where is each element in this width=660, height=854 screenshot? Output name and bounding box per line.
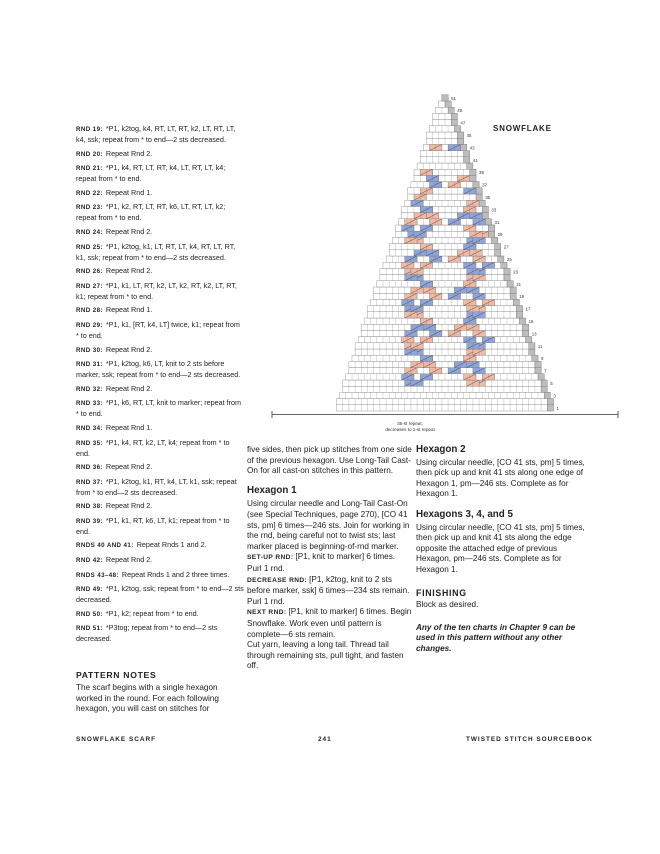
chart-row-number: 7 — [544, 368, 547, 374]
chart-edge-cell — [457, 138, 463, 144]
pattern-notes-text: The scarf begins with a single hexagon worked in the round. For each following hexagon, you will cast on stitches for — [76, 683, 219, 714]
round-label: RND 33: — [76, 400, 103, 408]
round-label: RND 35: — [76, 439, 103, 447]
chart-row-number: 9 — [541, 356, 544, 362]
chart-edge-cell — [461, 144, 467, 150]
pattern-notes-heading: PATTERN NOTES — [76, 670, 157, 680]
round-instruction — [76, 501, 244, 512]
intro-text: five sides, then pick up stitches from one side of the previous hexagon. Use Long-Tail Cast-On for all cast-on stitches in this pattern. — [247, 445, 412, 476]
round-text: *P1, k1, LT, RT, k2, LT, k2, RT, k2, LT, RT, k1; repeat from * to end. — [76, 280, 237, 301]
round-label: RND 31: — [76, 361, 103, 369]
repeat-label-1: 35-st repeat; — [397, 421, 423, 426]
chart-row-number: 19 — [519, 294, 525, 300]
round-label: RND 27: — [76, 282, 103, 290]
chart-row-number: 39 — [479, 170, 484, 176]
chart-row-number: 49 — [457, 108, 463, 114]
chart-edge-cell — [454, 126, 460, 132]
chart-edge-cell — [467, 163, 473, 169]
chart-edge-cell — [535, 368, 541, 374]
round-label: RND 49: — [76, 586, 103, 594]
purl-round-2: Purl 1 rnd. — [247, 596, 285, 606]
chart-edge-cell — [529, 349, 535, 355]
chart-row-number: 27 — [503, 244, 509, 250]
right-column — [416, 445, 586, 655]
round-instruction — [76, 570, 244, 581]
round-text: *P1, k4, RT, LT, RT, k4, LT, RT, LT, k4; repeat from * to end. — [76, 163, 226, 184]
hexagon-1-text: Using circular needle and Long-Tail Cast-On (see Special Techniques, page 270), [CO 41 sts, pm] 6 times—246 sts. Join for working in the rnd, being careful not to twist sts; last marker placed is beginning-of-rnd marker. — [247, 499, 410, 551]
chart-edge-cell — [464, 151, 470, 157]
chart-edge-cell — [464, 157, 470, 163]
chart-edge-cell — [510, 293, 516, 299]
round-label: RND 37: — [76, 478, 103, 486]
chart-edge-cell — [544, 392, 550, 398]
chart-row — [343, 380, 548, 386]
chart-edge-cell — [482, 213, 488, 219]
round-label: RND 24: — [76, 228, 103, 236]
chart-row-number: 17 — [525, 306, 531, 312]
round-label: RND 28: — [76, 307, 103, 315]
round-text: Repeat Rnd 1. — [105, 305, 153, 315]
hexagon-1-heading: Hexagon 1 — [247, 484, 297, 496]
round-text: Repeat Rnd 2. — [105, 344, 153, 354]
chart-row — [355, 349, 535, 355]
round-text: *P1, k2tog, k1, LT, RT, LT, k4, RT, LT, RT, k1, ssk; repeat from * to end—2 sts decreased. — [76, 241, 236, 262]
round-label: RND 51: — [76, 625, 103, 633]
round-instruction — [76, 462, 244, 473]
chart-row-number: 41 — [472, 157, 478, 163]
round-text: Repeat Rnd 2. — [105, 148, 153, 158]
repeat-label-2: decreases to 1-st repeat — [385, 427, 435, 432]
chart-row — [361, 330, 528, 336]
chart-edge-cell — [547, 405, 553, 411]
chart-title: SNOWFLAKE — [493, 124, 552, 133]
round-instruction — [76, 623, 244, 644]
chart-edge-cell — [504, 275, 510, 281]
finishing-heading: FINISHING — [416, 587, 467, 598]
round-text: *P1, k2tog, k6, LT, knit to 2 sts before marker, ssk; repeat from * to end—2 sts decreased. — [76, 359, 241, 380]
chart-edge-cell — [488, 225, 494, 231]
round-label: RND 50: — [76, 610, 103, 618]
round-label: RND 21: — [76, 165, 103, 173]
round-text: Repeat Rnd 2. — [105, 555, 153, 565]
round-label: RND 29: — [76, 321, 103, 329]
chart-edge-cell — [529, 343, 535, 349]
chart-row-number: 5 — [550, 380, 553, 386]
chart-row — [374, 287, 517, 293]
chart-edge-cell — [541, 380, 547, 386]
chart-row — [355, 343, 535, 349]
round-instruction — [76, 516, 244, 537]
round-text: Repeat Rnds 1 and 2 three times. — [121, 569, 230, 579]
chart-row-number: 35 — [485, 194, 491, 200]
round-label: RND 19: — [76, 126, 103, 133]
setup-label: SET-UP RND: — [247, 554, 294, 562]
round-label: RND 26: — [76, 268, 103, 276]
round-text: Repeat Rnd 1. — [105, 422, 153, 432]
chart-row-number: 47 — [460, 120, 466, 126]
round-text: *P1, k2tog, ssk; repeat from * to end—2 sts decreased. — [76, 584, 244, 605]
chart-row — [411, 182, 479, 188]
chart-edge-cell — [476, 194, 482, 200]
round-text: *P1, k4, RT, k2, LT, k4; repeat from * to end. — [76, 437, 230, 458]
page-number: 241 — [318, 736, 332, 743]
chart-row-number: 37 — [482, 182, 487, 188]
chart-edge-cell — [495, 250, 501, 256]
round-label: RNDS 40 AND 41: — [76, 542, 134, 550]
chart-edge-cell — [498, 256, 504, 262]
chart-row — [337, 399, 554, 405]
chart-edge-cell — [473, 182, 479, 188]
chart-edge-cell — [541, 386, 547, 392]
round-text: Repeat Rnds 1 and 2. — [136, 540, 207, 550]
chart-row-number: 33 — [491, 207, 497, 213]
chart-edge-cell — [510, 287, 516, 293]
chart-row-number: 43 — [469, 145, 475, 151]
setup-round — [247, 552, 412, 564]
chart-row-number: 1 — [556, 405, 559, 411]
chart-edge-cell — [519, 318, 525, 324]
round-text: *P1, k1, [RT, k4, LT] twice, k1; repeat from * to end. — [76, 319, 240, 340]
chart-row-number: 31 — [494, 219, 500, 225]
purl-round-1: Purl 1 rnd. — [247, 563, 285, 573]
round-text: Repeat Rnd 1. — [105, 187, 153, 197]
round-label: RND 36: — [76, 464, 103, 472]
middle-column — [247, 445, 412, 672]
chart-row — [349, 368, 541, 374]
footer-title: SNOWFLAKE SCARF — [76, 736, 156, 743]
chart-row — [386, 256, 504, 262]
round-instruction — [76, 540, 244, 551]
chart-row — [343, 386, 548, 392]
chart-row — [368, 306, 523, 312]
round-text: *P1, k2, RT, LT, RT, k6, LT, RT, LT, k2; repeat from * to end. — [76, 202, 226, 223]
round-label: RND 20: — [76, 150, 103, 158]
chart-row-number: 51 — [451, 95, 456, 101]
chart-edge-cell — [442, 95, 448, 101]
chart-edge-cell — [457, 132, 463, 138]
round-instruction — [76, 555, 244, 566]
round-label: RND 25: — [76, 243, 103, 251]
round-text: Repeat Rnd 2. — [105, 383, 153, 393]
chart-row-number: 23 — [513, 269, 518, 275]
chart-row — [417, 163, 473, 169]
round-instruction — [76, 438, 244, 459]
round-text: Repeat Rnd 2. — [105, 266, 153, 276]
chart-edge-cell — [482, 206, 488, 212]
chart-edge-cell — [485, 219, 491, 225]
round-label: RND 38: — [76, 503, 103, 511]
chart-edge-cell — [516, 312, 522, 318]
chart-edge-cell — [547, 399, 553, 405]
round-label: RND 39: — [76, 517, 103, 525]
round-text: Repeat Rnd 2. — [105, 462, 153, 472]
hexagons-345-heading: Hexagons 3, 4, and 5 — [416, 508, 513, 520]
chart-edge-cell — [523, 324, 529, 330]
snowflake-chart — [200, 85, 630, 435]
round-text: *P1, k2tog, k1, RT, k4, LT, k1, ssk; repeat from * to end—2 sts decreased. — [76, 476, 237, 497]
hexagons-345-text: Using circular needle, [CO 41 sts, pm] 5 times, then pick up and knit 41 sts along the edge opposite the attached edge of previous Hexagon, pm—246 sts. Complete as for Hexagon 1. — [416, 522, 585, 574]
chart-edge-cell — [538, 374, 544, 380]
round-text: *P3tog; repeat from * to end—2 sts decreased. — [76, 623, 218, 644]
round-label: RND 32: — [76, 385, 103, 393]
round-label: RNDS 43–48: — [76, 571, 119, 579]
round-text: Repeat Rnd 2. — [105, 501, 153, 511]
chart-row — [374, 293, 517, 299]
chart-edge-cell — [504, 268, 510, 274]
chart-edge-cell — [448, 107, 454, 113]
chart-edge-cell — [535, 361, 541, 367]
chart-row-number: 25 — [506, 256, 512, 262]
chart-edge-cell — [476, 188, 482, 194]
chart-row-number: 11 — [537, 343, 543, 349]
chart-edge-cell — [451, 120, 457, 126]
round-instruction — [76, 584, 244, 605]
chart-row-number: 13 — [531, 331, 537, 337]
footer-book-title: TWISTED STITCH SOURCEBOOK — [466, 736, 593, 743]
cut-yarn-text: Cut yarn, leaving a long tail. Thread tail through remaining sts, pull tight, and fasten off. — [247, 640, 404, 671]
chart-row-number: 3 — [553, 393, 556, 399]
chart-edge-cell — [470, 175, 476, 181]
chart-row — [380, 275, 510, 281]
chart-edge-cell — [488, 231, 494, 237]
hexagon-2-text: Using circular needle, [CO 41 sts, pm] 5 times, then pick up and knit 41 sts along one edge of Hexagon 1, pm—246 sts. Complete as for Hexagon 1. — [416, 457, 585, 499]
round-label: RND 22: — [76, 189, 103, 197]
decrease-text: [P1, k2tog, knit to 2 sts before marker, ssk] 6 times—234 sts remain. — [247, 574, 410, 596]
round-text: *P1, k6, RT, LT, knit to marker; repeat from * to end. — [76, 398, 242, 419]
chart-edge-cell — [532, 355, 538, 361]
chart-row — [380, 268, 510, 274]
chart-edge-cell — [507, 281, 513, 287]
next-label: NEXT RND: — [247, 609, 287, 617]
chart-edge-cell — [495, 244, 501, 250]
round-label: RND 34: — [76, 424, 103, 432]
round-instruction — [76, 609, 244, 620]
chart-row-number: 29 — [497, 232, 503, 238]
next-round — [247, 607, 412, 640]
decrease-label: DECREASE RND: — [247, 576, 308, 584]
round-text: *P1, k2; repeat from * to end. — [105, 608, 199, 618]
chart-row-number: 15 — [528, 318, 534, 324]
chart-edge-cell — [501, 262, 507, 268]
chart-row — [349, 361, 541, 367]
finishing-text: Block as desired. — [416, 600, 479, 610]
round-label: RND 23: — [76, 204, 103, 212]
chart-edge-cell — [513, 299, 519, 305]
round-text: Repeat Rnd 2. — [105, 226, 153, 236]
chart-edge-cell — [492, 237, 498, 243]
round-text: *P1, k2tog, k4, RT, LT, RT, k2, LT, RT, LT, k4, ssk; repeat from * to end—2 sts decreased. — [76, 124, 236, 144]
chart-edge-cell — [451, 113, 457, 119]
chart-row-number: 45 — [466, 132, 472, 138]
setup-text: [P1, knit to marker] 6 times. — [295, 552, 396, 562]
decrease-round — [247, 575, 412, 597]
hexagon-2-heading: Hexagon 2 — [416, 444, 466, 455]
chart-edge-cell — [470, 169, 476, 175]
chart-row — [368, 312, 523, 318]
round-text: *P1, k1, RT, k6, LT, k1; repeat from * to end. — [76, 515, 230, 536]
chart-row-number: 21 — [516, 281, 522, 287]
next-text: [P1, knit to marker] 6 times. Begin Snowflake. Work even until pattern is complete—6 sts remain. — [247, 607, 412, 639]
round-label: RND 30: — [76, 346, 103, 354]
chart-edge-cell — [479, 200, 485, 206]
chart-note: Any of the ten charts in Chapter 9 can be used in this pattern without any other changes. — [416, 622, 576, 653]
chart-edge-cell — [526, 337, 532, 343]
chart-edge-cell — [445, 101, 451, 107]
round-label: RND 42: — [76, 557, 103, 565]
chart-row — [337, 405, 554, 411]
round-instruction — [76, 477, 244, 498]
chart-edge-cell — [523, 330, 529, 336]
chart-row — [361, 324, 528, 330]
chart-edge-cell — [516, 306, 522, 312]
